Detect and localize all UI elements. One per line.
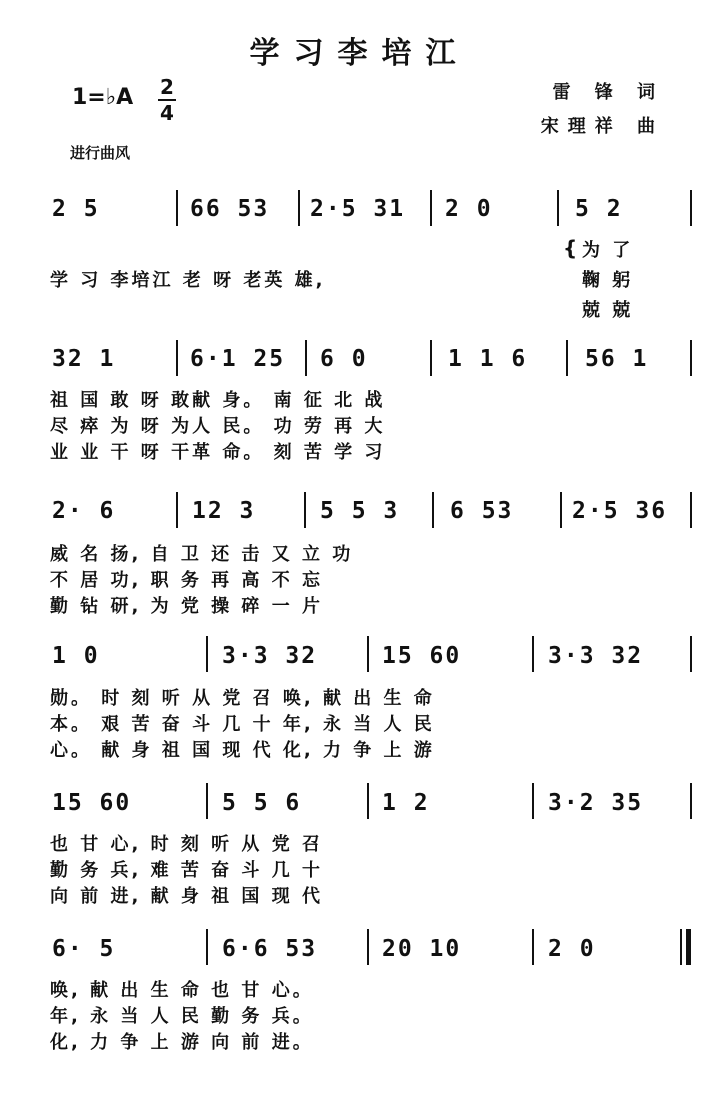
notes-row-2-m2: 6·1 25 xyxy=(190,346,286,372)
lyrics-row-4-v3: 心。 献 身 祖 国 现 代 化, 力 争 上 游 xyxy=(50,740,435,761)
notes-row-5-m3: 1 2 xyxy=(382,790,430,816)
lyrics-row-5-v3: 向 前 进, 献 身 祖 国 现 代 xyxy=(50,886,323,907)
barline xyxy=(532,929,534,965)
lyrics-row-4-v2: 本。 艰 苦 奋 斗 几 十 年, 永 当 人 民 xyxy=(50,714,435,735)
barline xyxy=(690,492,692,528)
barline xyxy=(430,190,432,226)
time-signature-bottom: 4 xyxy=(160,101,174,125)
notes-row-2-m1: 32 1 xyxy=(52,346,116,372)
lyrics-row-2-v3: 业 业 干 呀 干革 命。 刻 苦 学 习 xyxy=(50,442,386,463)
notes-row-6-m1: 6· 5 xyxy=(52,936,116,962)
lyricist-credit: 雷 锋 词 xyxy=(552,82,664,103)
lyrics-row-1-v1: 为 了 xyxy=(582,240,634,261)
barline xyxy=(176,340,178,376)
notes-row-3-m2: 12 3 xyxy=(192,498,256,524)
time-signature-top: 2 xyxy=(160,75,174,99)
lyrics-row-6-v1: 唤, 献 出 生 命 也 甘 心。 xyxy=(50,980,314,1001)
notes-row-4-m4: 3·3 32 xyxy=(548,643,644,669)
notes-row-1-m4: 2 0 xyxy=(445,196,493,222)
key-signature: 1=♭A xyxy=(72,85,134,110)
barline xyxy=(690,340,692,376)
barline xyxy=(560,492,562,528)
lyrics-row-6-v2: 年, 永 当 人 民 勤 务 兵。 xyxy=(50,1006,314,1027)
barline xyxy=(532,783,534,819)
lyrics-row-5-v1: 也 甘 心, 时 刻 听 从 党 召 xyxy=(50,834,323,855)
barline xyxy=(305,340,307,376)
lyrics-row-1: 学 习 李培江 老 呀 老英 雄, xyxy=(50,270,326,291)
notes-row-5-m1: 15 60 xyxy=(52,790,132,816)
notes-row-5-m2: 5 5 6 xyxy=(222,790,302,816)
lyrics-row-3-v1: 威 名 扬, 自 卫 还 击 又 立 功 xyxy=(50,544,354,565)
barline xyxy=(690,636,692,672)
barline xyxy=(176,492,178,528)
notes-row-6-m2: 6·6 53 xyxy=(222,936,318,962)
notes-row-1-m3: 2·5 31 xyxy=(310,196,406,222)
notes-row-3-m3: 5 5 3 xyxy=(320,498,400,524)
barline xyxy=(690,783,692,819)
lyrics-row-1-v3: 兢 兢 xyxy=(582,300,634,321)
barline xyxy=(298,190,300,226)
barline xyxy=(430,340,432,376)
lyrics-row-6-v3: 化, 力 争 上 游 向 前 进。 xyxy=(50,1032,314,1053)
notes-row-3-m5: 2·5 36 xyxy=(572,498,668,524)
barline xyxy=(206,929,208,965)
lyrics-row-3-v2: 不 居 功, 职 务 再 高 不 忘 xyxy=(50,570,323,591)
notes-row-2-m5: 56 1 xyxy=(585,346,649,372)
lyrics-row-1-v2: 鞠 躬 xyxy=(582,270,634,291)
lyrics-row-4-v1: 勋。 时 刻 听 从 党 召 唤, 献 出 生 命 xyxy=(50,688,435,709)
composer-credit: 宋理祥 曲 xyxy=(540,116,664,137)
barline xyxy=(176,190,178,226)
barline xyxy=(367,929,369,965)
tempo-marking: 进行曲风 xyxy=(70,144,131,162)
lyrics-row-3-v3: 勤 钻 研, 为 党 操 碎 一 片 xyxy=(50,596,323,617)
barline xyxy=(532,636,534,672)
page-title: 学习李培江 xyxy=(249,36,470,71)
lyrics-row-5-v2: 勤 务 兵, 难 苦 奋 斗 几 十 xyxy=(50,860,323,881)
notes-row-2-m4: 1 1 6 xyxy=(448,346,528,372)
notes-row-1-m2: 66 53 xyxy=(190,196,270,222)
barline xyxy=(432,492,434,528)
notes-row-4-m2: 3·3 32 xyxy=(222,643,318,669)
time-signature xyxy=(158,76,176,124)
final-barline-thick xyxy=(686,929,691,965)
notes-row-4-m1: 1 0 xyxy=(52,643,100,669)
notes-row-6-m3: 20 10 xyxy=(382,936,462,962)
notes-row-3-m4: 6 53 xyxy=(450,498,514,524)
notes-row-5-m4: 3·2 35 xyxy=(548,790,644,816)
barline xyxy=(367,636,369,672)
notes-row-4-m3: 15 60 xyxy=(382,643,462,669)
lyrics-row-2-v1: 祖 国 敢 呀 敢献 身。 南 征 北 战 xyxy=(50,390,386,411)
notes-row-2-m3: 6 0 xyxy=(320,346,368,372)
notes-row-6-m4: 2 0 xyxy=(548,936,596,962)
barline xyxy=(206,636,208,672)
barline xyxy=(690,190,692,226)
lyrics-row-2-v2: 尽 瘁 为 呀 为人 民。 功 劳 再 大 xyxy=(50,416,386,437)
barline xyxy=(566,340,568,376)
barline xyxy=(557,190,559,226)
notes-row-1-m1: 2 5 xyxy=(52,196,100,222)
notes-row-3-m1: 2· 6 xyxy=(52,498,116,524)
final-barline-thin xyxy=(680,929,682,965)
barline xyxy=(367,783,369,819)
notes-row-1-m5: 5 2 xyxy=(575,196,623,222)
barline xyxy=(206,783,208,819)
brace: { xyxy=(563,236,578,260)
barline xyxy=(304,492,306,528)
